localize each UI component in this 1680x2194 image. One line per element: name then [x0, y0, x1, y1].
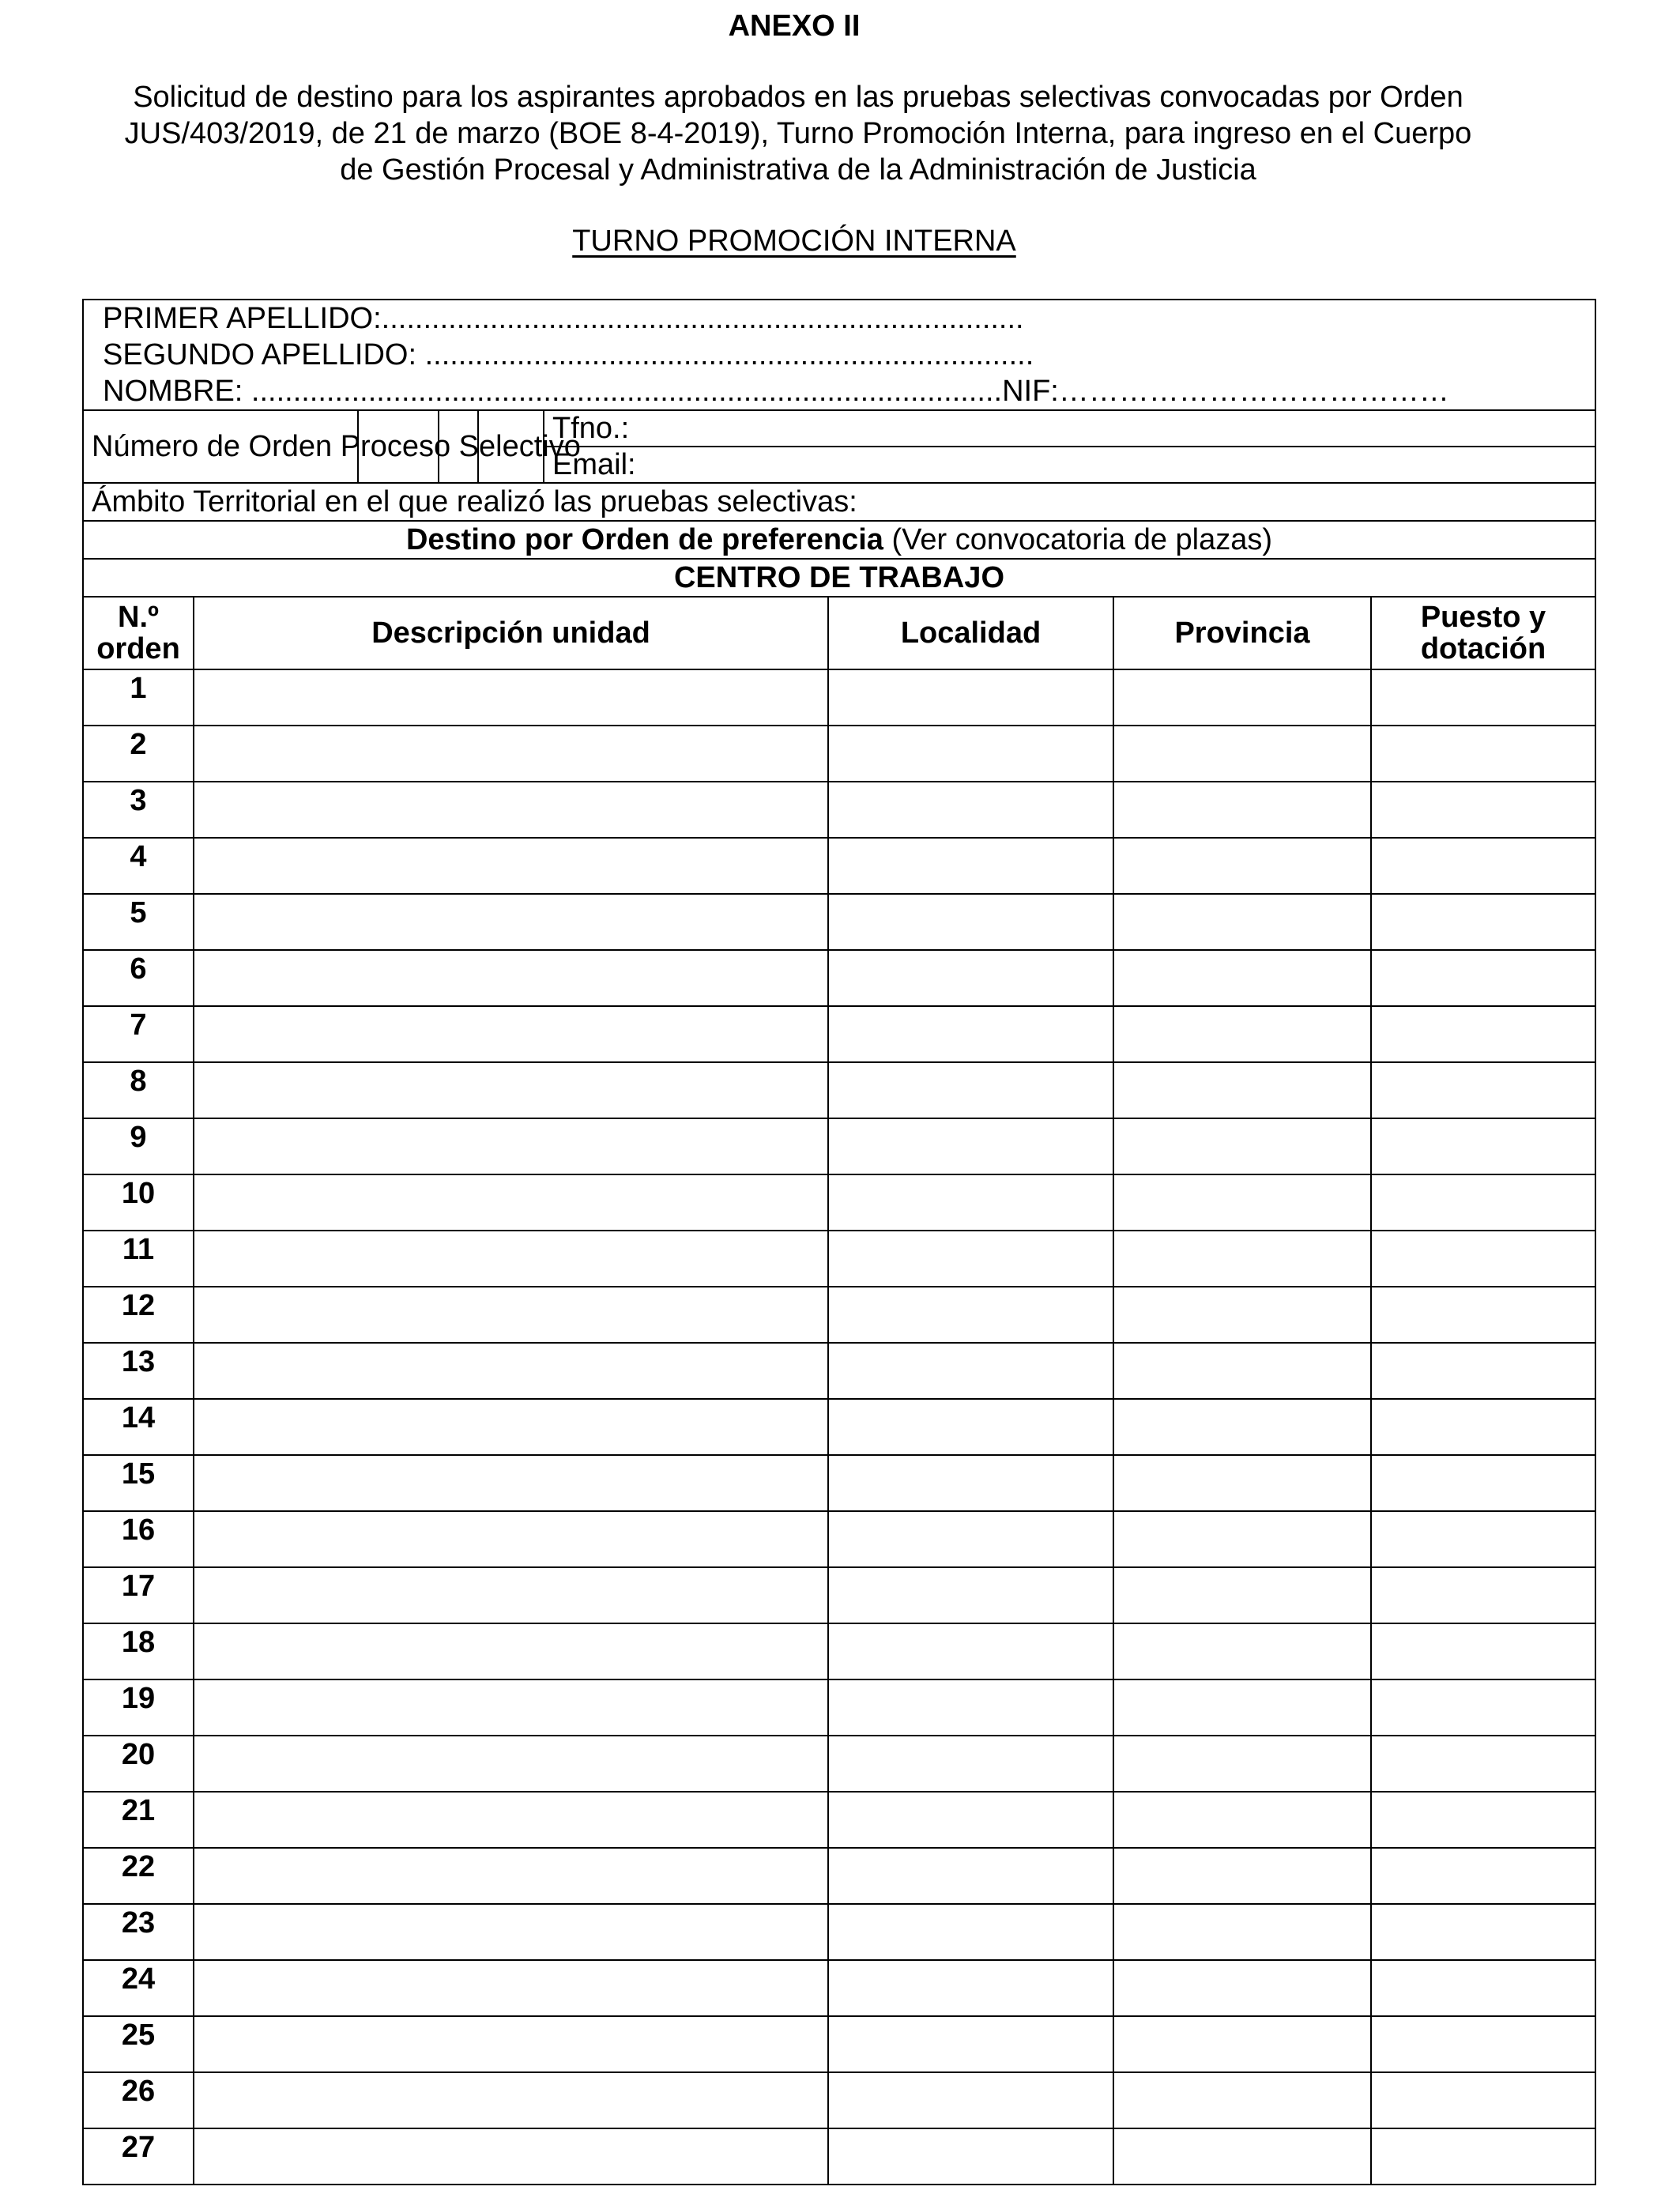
localidad-cell[interactable] — [828, 894, 1113, 950]
descripcion-unidad-cell[interactable] — [194, 1006, 828, 1062]
annex-title: ANEXO II — [728, 9, 861, 43]
table-row — [83, 1792, 1595, 1848]
provincia-cell[interactable] — [1113, 1062, 1371, 1118]
row-number: 20 — [83, 1736, 194, 1792]
table-row — [83, 1231, 1595, 1287]
email-field[interactable]: Email: — [544, 447, 1595, 483]
puesto-dotacion-cell[interactable] — [1371, 1231, 1595, 1287]
puesto-dotacion-cell[interactable] — [1371, 1904, 1595, 1960]
table-row — [83, 1567, 1595, 1623]
col-header-localidad: Localidad — [828, 597, 1113, 669]
localidad-cell[interactable] — [828, 2016, 1113, 2072]
localidad-cell[interactable] — [828, 782, 1113, 838]
segundo-apellido-field[interactable]: SEGUNDO APELLIDO: ......................................................................... — [103, 338, 1034, 371]
localidad-cell[interactable] — [828, 1118, 1113, 1174]
intro-line: de Gestión Procesal y Administrativa de la Administración de Justicia — [340, 153, 1256, 187]
provincia-cell[interactable] — [1113, 1679, 1371, 1736]
table-header-row — [83, 597, 1595, 669]
applicant-info-row — [83, 300, 1595, 410]
centro-de-trabajo-heading: CENTRO DE TRABAJO — [83, 559, 1595, 597]
applicant-info-cell[interactable] — [83, 300, 1595, 410]
localidad-cell[interactable] — [828, 950, 1113, 1006]
table-row — [83, 1062, 1595, 1118]
descripcion-unidad-cell[interactable] — [194, 1455, 828, 1511]
row-number: 18 — [83, 1623, 194, 1679]
provincia-cell[interactable] — [1113, 2072, 1371, 2128]
puesto-dotacion-cell[interactable] — [1371, 1174, 1595, 1231]
table-row — [83, 838, 1595, 894]
localidad-cell[interactable] — [828, 1174, 1113, 1231]
puesto-dotacion-cell[interactable] — [1371, 1006, 1595, 1062]
order-number-row — [83, 410, 1595, 447]
descripcion-unidad-cell[interactable] — [194, 1848, 828, 1904]
row-number: 3 — [83, 782, 194, 838]
descripcion-unidad-cell[interactable] — [194, 1287, 828, 1343]
puesto-dotacion-cell[interactable] — [1371, 1062, 1595, 1118]
provincia-cell[interactable] — [1113, 1343, 1371, 1399]
table-row — [83, 2016, 1595, 2072]
descripcion-unidad-cell[interactable] — [194, 1343, 828, 1399]
row-number: 12 — [83, 1287, 194, 1343]
row-number: 23 — [83, 1904, 194, 1960]
table-row — [83, 950, 1595, 1006]
row-number: 7 — [83, 1006, 194, 1062]
puesto-dotacion-cell[interactable] — [1371, 2072, 1595, 2128]
col-header-puesto: Puesto y dotación — [1371, 597, 1595, 669]
descripcion-unidad-cell[interactable] — [194, 1231, 828, 1287]
turno-heading — [0, 223, 1588, 259]
table-row — [83, 1679, 1595, 1736]
descripcion-unidad-cell[interactable] — [194, 1679, 828, 1736]
provincia-cell[interactable] — [1113, 894, 1371, 950]
table-row — [83, 2128, 1595, 2185]
turno-title: TURNO PROMOCIÓN INTERNA — [572, 224, 1016, 258]
intro-paragraph — [71, 79, 1525, 188]
row-number: 24 — [83, 1960, 194, 2016]
descripcion-unidad-cell[interactable] — [194, 1736, 828, 1792]
localidad-cell[interactable] — [828, 1287, 1113, 1343]
provincia-cell[interactable] — [1113, 669, 1371, 726]
table-row — [83, 1736, 1595, 1792]
row-number: 10 — [83, 1174, 194, 1231]
provincia-cell[interactable] — [1113, 1792, 1371, 1848]
localidad-cell[interactable] — [828, 1848, 1113, 1904]
ambito-territorial-field[interactable]: Ámbito Territorial en el que realizó las pruebas selectivas: — [83, 483, 1595, 521]
provincia-cell[interactable] — [1113, 1511, 1371, 1567]
localidad-cell[interactable] — [828, 1736, 1113, 1792]
provincia-cell[interactable] — [1113, 1736, 1371, 1792]
table-row — [83, 1343, 1595, 1399]
provincia-cell[interactable] — [1113, 1118, 1371, 1174]
row-number: 2 — [83, 726, 194, 782]
centro-row — [83, 559, 1595, 597]
provincia-cell[interactable] — [1113, 726, 1371, 782]
localidad-cell[interactable] — [828, 1511, 1113, 1567]
provincia-cell[interactable] — [1113, 950, 1371, 1006]
provincia-cell[interactable] — [1113, 1848, 1371, 1904]
col-header-provincia: Provincia — [1113, 597, 1371, 669]
descripcion-unidad-cell[interactable] — [194, 669, 828, 726]
row-number: 25 — [83, 2016, 194, 2072]
puesto-dotacion-cell[interactable] — [1371, 1960, 1595, 2016]
table-row — [83, 2072, 1595, 2128]
row-number: 1 — [83, 669, 194, 726]
row-number: 27 — [83, 2128, 194, 2185]
table-row — [83, 669, 1595, 726]
localidad-cell[interactable] — [828, 1231, 1113, 1287]
form-body — [83, 300, 1595, 2185]
puesto-dotacion-cell[interactable] — [1371, 1623, 1595, 1679]
table-row — [83, 1511, 1595, 1567]
application-form-table — [82, 299, 1596, 2185]
puesto-dotacion-cell[interactable] — [1371, 1399, 1595, 1455]
provincia-cell[interactable] — [1113, 1006, 1371, 1062]
descripcion-unidad-cell[interactable] — [194, 1399, 828, 1455]
primer-apellido-field[interactable]: PRIMER APELLIDO:............................................................................. — [103, 302, 1024, 335]
order-number-label: Número de Orden Proceso Selectivo — [83, 410, 358, 483]
table-row — [83, 1904, 1595, 1960]
puesto-dotacion-cell[interactable] — [1371, 894, 1595, 950]
table-row — [83, 1848, 1595, 1904]
row-number: 6 — [83, 950, 194, 1006]
descripcion-unidad-cell[interactable] — [194, 2016, 828, 2072]
table-row — [83, 782, 1595, 838]
puesto-dotacion-cell[interactable] — [1371, 1343, 1595, 1399]
puesto-dotacion-cell[interactable] — [1371, 726, 1595, 782]
descripcion-unidad-cell[interactable] — [194, 894, 828, 950]
localidad-cell[interactable] — [828, 1623, 1113, 1679]
descripcion-unidad-cell[interactable] — [194, 838, 828, 894]
localidad-cell[interactable] — [828, 1904, 1113, 1960]
descripcion-unidad-cell[interactable] — [194, 950, 828, 1006]
table-row — [83, 726, 1595, 782]
row-number: 26 — [83, 2072, 194, 2128]
localidad-cell[interactable] — [828, 669, 1113, 726]
puesto-dotacion-cell[interactable] — [1371, 1455, 1595, 1511]
tfno-field[interactable]: Tfno.: — [544, 410, 1595, 447]
descripcion-unidad-cell[interactable] — [194, 782, 828, 838]
descripcion-unidad-cell[interactable] — [194, 1960, 828, 2016]
puesto-dotacion-cell[interactable] — [1371, 1287, 1595, 1343]
provincia-cell[interactable] — [1113, 2016, 1371, 2072]
localidad-cell[interactable] — [828, 1679, 1113, 1736]
localidad-cell[interactable] — [828, 1567, 1113, 1623]
col-header-orden: N.º orden — [83, 597, 194, 669]
puesto-dotacion-cell[interactable] — [1371, 1848, 1595, 1904]
table-row — [83, 1399, 1595, 1455]
intro-line: Solicitud de destino para los aspirantes aprobados en las pruebas selectivas convocadas por Orden — [133, 81, 1463, 114]
puesto-dotacion-cell[interactable] — [1371, 1736, 1595, 1792]
descripcion-unidad-cell[interactable] — [194, 1062, 828, 1118]
row-number: 9 — [83, 1118, 194, 1174]
descripcion-unidad-cell[interactable] — [194, 2128, 828, 2185]
localidad-cell[interactable] — [828, 726, 1113, 782]
localidad-cell[interactable] — [828, 2072, 1113, 2128]
puesto-dotacion-cell[interactable] — [1371, 2128, 1595, 2185]
table-row — [83, 1287, 1595, 1343]
descripcion-unidad-cell[interactable] — [194, 1511, 828, 1567]
row-number: 13 — [83, 1343, 194, 1399]
descripcion-unidad-cell[interactable] — [194, 726, 828, 782]
localidad-cell[interactable] — [828, 1792, 1113, 1848]
puesto-dotacion-cell[interactable] — [1371, 669, 1595, 726]
descripcion-unidad-cell[interactable] — [194, 1904, 828, 1960]
intro-line: JUS/403/2019, de 21 de marzo (BOE 8-4-2019), Turno Promoción Interna, para ingreso en el Cuerpo — [124, 117, 1472, 150]
destino-bold-text: Destino por Orden de preferencia — [405, 523, 883, 556]
nombre-nif-field[interactable]: NOMBRE: ..........................................................................................NIF:………………………………… — [103, 375, 1449, 408]
provincia-cell[interactable] — [1113, 1455, 1371, 1511]
descripcion-unidad-cell[interactable] — [194, 1792, 828, 1848]
localidad-cell[interactable] — [828, 1062, 1113, 1118]
descripcion-unidad-cell[interactable] — [194, 1623, 828, 1679]
row-number: 11 — [83, 1231, 194, 1287]
descripcion-unidad-cell[interactable] — [194, 2072, 828, 2128]
provincia-cell[interactable] — [1113, 1960, 1371, 2016]
puesto-dotacion-cell[interactable] — [1371, 1511, 1595, 1567]
row-number: 21 — [83, 1792, 194, 1848]
destino-note: (Ver convocatoria de plazas) — [883, 523, 1273, 556]
puesto-dotacion-cell[interactable] — [1371, 2016, 1595, 2072]
row-number: 17 — [83, 1567, 194, 1623]
puesto-dotacion-cell[interactable] — [1371, 950, 1595, 1006]
localidad-cell[interactable] — [828, 2128, 1113, 2185]
descripcion-unidad-cell[interactable] — [194, 1118, 828, 1174]
provincia-cell[interactable] — [1113, 1287, 1371, 1343]
table-row — [83, 1960, 1595, 2016]
row-number: 4 — [83, 838, 194, 894]
localidad-cell[interactable] — [828, 1399, 1113, 1455]
localidad-cell[interactable] — [828, 1455, 1113, 1511]
localidad-cell[interactable] — [828, 838, 1113, 894]
provincia-cell[interactable] — [1113, 1567, 1371, 1623]
provincia-cell[interactable] — [1113, 1904, 1371, 1960]
descripcion-unidad-cell[interactable] — [194, 1174, 828, 1231]
provincia-cell[interactable] — [1113, 2128, 1371, 2185]
puesto-dotacion-cell[interactable] — [1371, 1567, 1595, 1623]
localidad-cell[interactable] — [828, 1343, 1113, 1399]
row-number: 8 — [83, 1062, 194, 1118]
puesto-dotacion-cell[interactable] — [1371, 1679, 1595, 1736]
ambito-row — [83, 483, 1595, 521]
provincia-cell[interactable] — [1113, 1231, 1371, 1287]
localidad-cell[interactable] — [828, 1006, 1113, 1062]
destino-heading — [83, 521, 1595, 559]
provincia-cell[interactable] — [1113, 1623, 1371, 1679]
provincia-cell[interactable] — [1113, 782, 1371, 838]
table-row — [83, 1174, 1595, 1231]
table-row — [83, 1623, 1595, 1679]
row-number: 16 — [83, 1511, 194, 1567]
table-row — [83, 1006, 1595, 1062]
table-row — [83, 1455, 1595, 1511]
localidad-cell[interactable] — [828, 1960, 1113, 2016]
row-number: 15 — [83, 1455, 194, 1511]
row-number: 22 — [83, 1848, 194, 1904]
puesto-dotacion-cell[interactable] — [1371, 1792, 1595, 1848]
row-number: 14 — [83, 1399, 194, 1455]
col-header-descripcion: Descripción unidad — [194, 597, 828, 669]
provincia-cell[interactable] — [1113, 838, 1371, 894]
row-number: 19 — [83, 1679, 194, 1736]
puesto-dotacion-cell[interactable] — [1371, 838, 1595, 894]
destino-row — [83, 521, 1595, 559]
provincia-cell[interactable] — [1113, 1174, 1371, 1231]
row-number: 5 — [83, 894, 194, 950]
puesto-dotacion-cell[interactable] — [1371, 782, 1595, 838]
table-row — [83, 894, 1595, 950]
table-row — [83, 1118, 1595, 1174]
puesto-dotacion-cell[interactable] — [1371, 1118, 1595, 1174]
descripcion-unidad-cell[interactable] — [194, 1567, 828, 1623]
provincia-cell[interactable] — [1113, 1399, 1371, 1455]
